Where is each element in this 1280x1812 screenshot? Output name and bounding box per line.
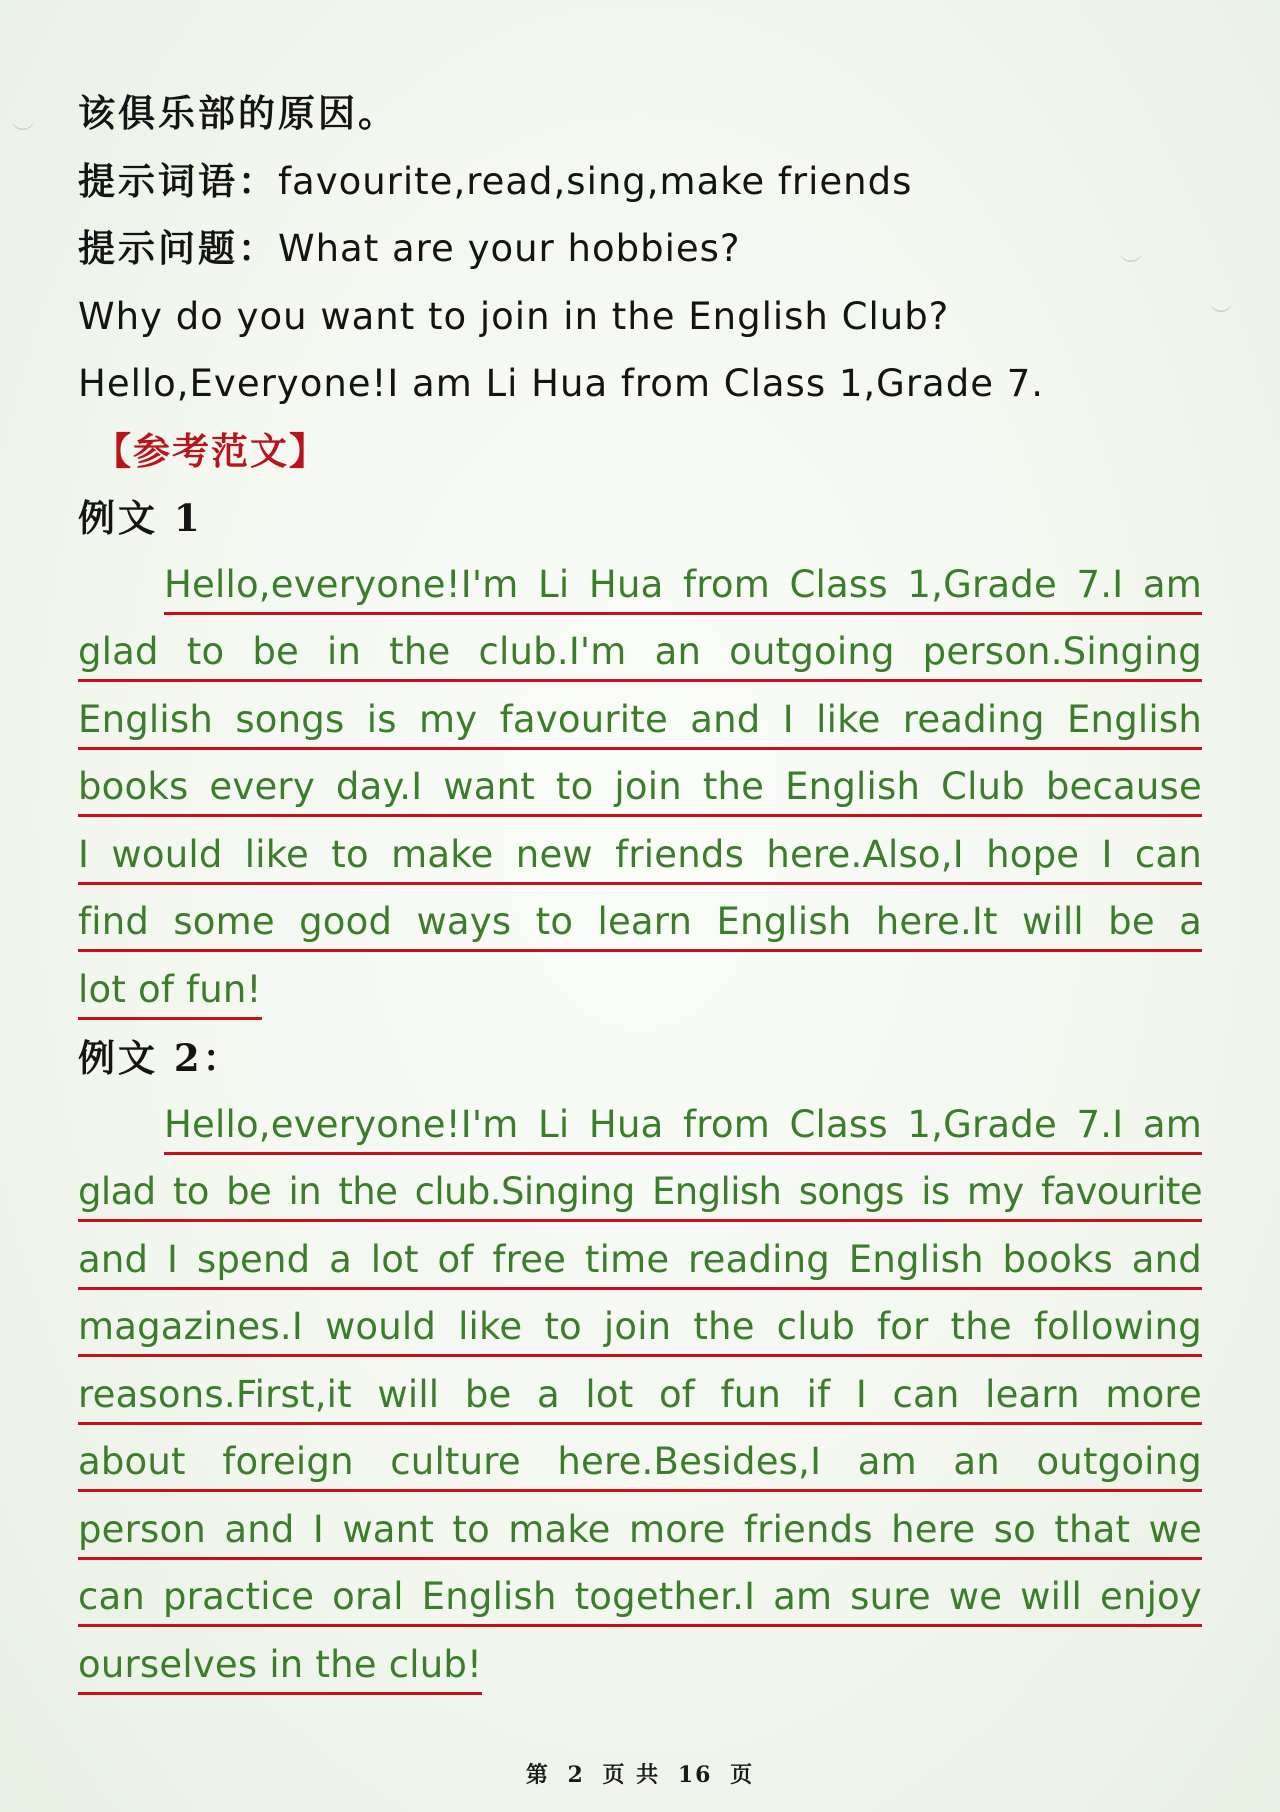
example-2-heading: 例文 2：: [78, 1036, 243, 1080]
essay-line: can practice oral English together.I am sure we will enjoy: [78, 1565, 1202, 1633]
intro-line-1: 该俱乐部的原因。: [78, 91, 398, 135]
footer-prefix: 第: [525, 1762, 550, 1788]
current-page-number: 2: [567, 1762, 585, 1788]
essay-line: Hello,everyone!I'm Li Hua from Class 1,Grade 7.I am: [78, 553, 1202, 621]
footer-mid: 页 共: [602, 1762, 661, 1788]
opening-sentence: Hello,Everyone!I am Li Hua from Class 1,Grade 7.: [78, 362, 1045, 405]
essay-line: magazines.I would like to join the club for the following: [78, 1295, 1202, 1363]
footer-suffix: 页: [730, 1762, 755, 1788]
hint-questions-label: 提示问题：: [78, 226, 278, 270]
bird-watermark-icon: ︶: [12, 123, 35, 148]
example-1-essay: [78, 553, 1202, 1026]
essay-line: about foreign culture here.Besides,I am an outgoing: [78, 1430, 1202, 1498]
essay-line: person and I want to make more friends here so that we: [78, 1498, 1202, 1566]
hint-question-1: What are your hobbies?: [278, 227, 741, 270]
essay-line: find some good ways to learn English here.It will be a: [78, 890, 1202, 958]
essay-line: glad to be in the club.Singing English songs is my favourite: [78, 1160, 1202, 1228]
document-content: [78, 80, 1202, 1700]
example-2-essay: [78, 1093, 1202, 1701]
bird-watermark-icon: ︶: [1120, 255, 1143, 280]
hint-words-label: 提示词语：: [78, 158, 278, 203]
total-page-count: 16: [677, 1762, 713, 1788]
essay-line: books every day.I want to join the English Club because: [78, 755, 1202, 823]
essay-line: reasons.First,it will be a lot of fun if I can learn more: [78, 1363, 1202, 1431]
reference-essay-heading: 【参考范文】: [94, 428, 328, 473]
bird-watermark-icon: ︶: [1210, 305, 1233, 330]
essay-line: ourselves in the club!: [78, 1633, 1202, 1701]
example-1-heading: 例文 1: [78, 496, 203, 540]
essay-line: and I spend a lot of free time reading English books and: [78, 1228, 1202, 1296]
essay-line: Hello,everyone!I'm Li Hua from Class 1,Grade 7.I am: [78, 1093, 1202, 1161]
hint-question-2: Why do you want to join in the English Club?: [78, 294, 950, 338]
intro-line-3: [78, 215, 1202, 283]
page-number-footer: [0, 1758, 1280, 1789]
intro-line-2: [78, 148, 1202, 216]
essay-line: glad to be in the club.I'm an outgoing person.Singing: [78, 620, 1202, 688]
essay-line: English songs is my favourite and I like reading English: [78, 688, 1202, 756]
essay-line: I would like to make new friends here.Also,I hope I can: [78, 823, 1202, 891]
essay-line: lot of fun!: [78, 958, 1202, 1026]
hint-words-text: favourite,read,sing,make friends: [278, 159, 913, 203]
